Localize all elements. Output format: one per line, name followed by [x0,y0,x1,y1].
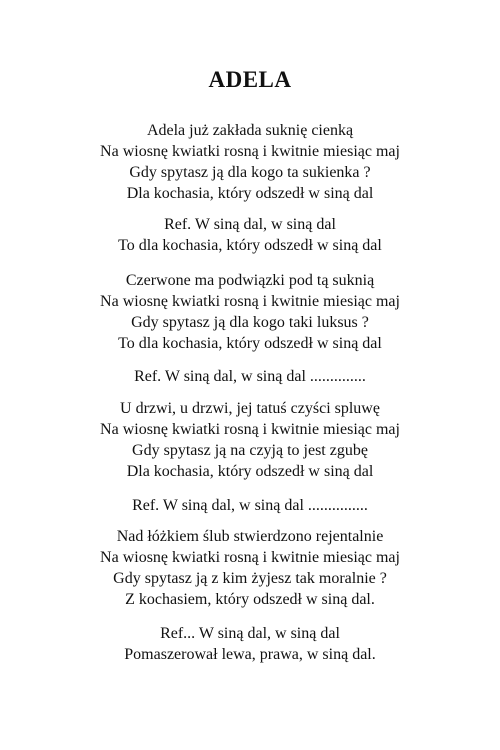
refrain-line: Ref. W siną dal, w siną dal [164,216,336,233]
song-title: ADELA [208,67,292,92]
verse-line: Gdy spytasz ją dla kogo taki luksus ? [131,314,369,331]
verse-line: Czerwone ma podwiązki pod tą suknią [125,272,375,289]
verse-line: Gdy spytasz ją na czyją to jest zgubę [132,442,368,459]
verse-line: Na wiosnę kwiatki rosną i kwitnie miesiąc maj [100,293,400,310]
refrain-final [0,623,500,665]
refrain-2 [0,366,500,387]
refrain-line: Ref... W siną dal, w siną dal [160,625,340,642]
refrain-line: Ref. W siną dal, w siną dal .............. [134,368,366,385]
verse-line: To dla kochasia, który odszedł w siną dal [118,335,382,352]
verse-line: Nad łóżkiem ślub stwierdzono rejentalnie [116,528,384,545]
verse-line: Adela już zakłada suknię cienką [146,122,354,139]
verse-line: Dla kochasia, który odszedł w siną dal [126,185,374,202]
stanza-3 [0,398,500,482]
refrain-line: Pomaszerował lewa, prawa, w siną dal. [124,646,376,663]
refrain-1 [0,214,500,256]
refrain-3 [0,495,500,516]
verse-line: Dla kochasia, który odszedł w siną dal [126,463,374,480]
stanza-4 [0,526,500,610]
verse-line: Gdy spytasz ją z kim żyjesz tak moralnie ? [113,570,387,587]
refrain-line: To dla kochasia, który odszedł w siną dal [118,237,382,254]
verse-line: Na wiosnę kwiatki rosną i kwitnie miesiąc maj [100,549,400,566]
verse-line: Gdy spytasz ją dla kogo ta sukienka ? [129,164,371,181]
refrain-line: Ref. W siną dal, w siną dal ............... [132,497,368,514]
stanza-1 [0,120,500,204]
verse-line: Na wiosnę kwiatki rosną i kwitnie miesiąc maj [100,143,400,160]
verse-line: U drzwi, u drzwi, jej tatuś czyści spluwę [120,400,380,417]
stanza-2 [0,270,500,354]
verse-line: Na wiosnę kwiatki rosną i kwitnie miesiąc maj [100,421,400,438]
verse-line: Z kochasiem, który odszedł w siną dal. [125,591,375,608]
